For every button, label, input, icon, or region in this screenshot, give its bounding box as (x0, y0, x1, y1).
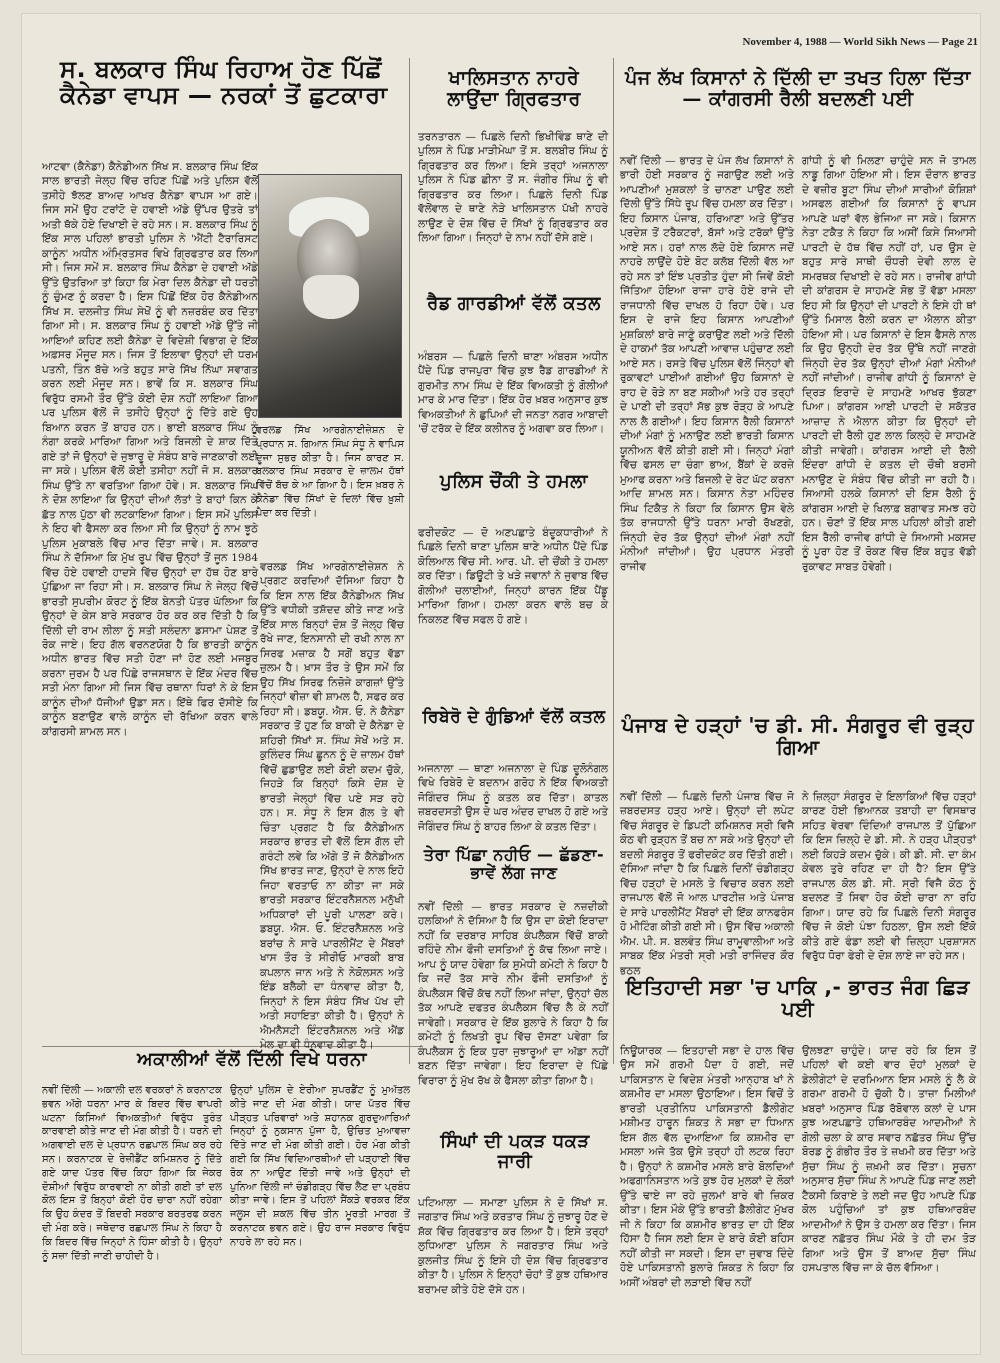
article-un-body-b: ਉਲਝਣਾ ਚਾਹੁੰਦੇ। ਯਾਦ ਰਹੇ ਕਿ ਇਸ ਤੋਂ ਪਹਿਲਾਂ ਵੀ ਕਈ ਵਾਰ ਦੋਹਾਂ ਮੁਲਕਾਂ ਦੇ ਡੇਲੀਗੇਟਾਂ ਦੇ ਦਰਮਿਆਨ ਇਸ ਮਸਲੇ ਨੂੰ ਲੈ ਕੇ ਗਰਮਾ ਗਰਮੀ ਹੋ ਚੁੱਕੀ ਹੈ। ਤਾਜ਼ਾ ਮਿਲੀਆਂ ਖ਼ਬਰਾਂ ਅਨੁਸਾਰ ਪਿੰਡ ਰੱਬੋਵਾਲ ਕਲਾਂ ਦੇ ਪਾਸ ਕੁਝ ਅਣਪਛਾਤੇ ਹਥਿਆਰਬੰਦ ਆਦਮੀਆਂ ਨੇ ਗੋਲੀ ਚਲਾ ਕੇ ਕਾਰ ਸਵਾਰ ਨਛੱਤਰ ਸਿੰਘ ਉੱਚ ਬੋਰਡ ਨੂੰ ਗੰਭੀਰ ਤੌਰ ਤੇ ਜ਼ਖਮੀ ਕਰ ਦਿੱਤਾ ਅਤੇ ਸੁੱਚਾ ਸਿੰਘ ਨੂੰ ਜ਼ਖ਼ਮੀ ਕਰ ਦਿੱਤਾ। ਸੂਚਨਾ ਅਨੁਸਾਰ ਸੁੱਚਾ ਸਿੰਘ ਨੇ ਆਪਣੇ ਪਿੰਡ ਜਾਣ ਲਈ ਟੈਕਸੀ ਕਿਰਾਏ ਤੇ ਲਈ ਜਦ ਉਹ ਆਪਣੇ ਪਿੰਡ ਕੋਲ ਪਹੁੰਚਿਆਂ ਤਾਂ ਕੁਝ ਹਥਿਆਰਬੰਦ ਆਦਮੀਆਂ ਨੇ ਉਸ ਤੇ ਹਮਲਾ ਕਰ ਦਿੱਤਾ। ਜਿਸ ਕਾਰਣ ਨਛੱਤਰ ਸਿੰਘ ਮੌਕੇ ਤੇ ਹੀ ਦਮ ਤੋੜ ਗਿਆ ਅਤੇ ਉਸ ਤੋਂ ਬਾਅਦ ਸੁੱਚਾ ਸਿੰਘ ਹਸਪਤਾਲ ਵਿੱਚ ਜਾ ਕੇ ਚੱਲ ਵੱਸਿਆ। (802, 1045, 976, 1275)
photo-caption: ਵਰਲਡ ਸਿੱਖ ਆਰਗੇਨਾਈਜ਼ੇਸ਼ਨ ਦੇ ਪ੍ਰਧਾਨ ਸ. ਗਿਆਨ ਸਿੰਘ ਸੰਧੂ ਨੇ ਵਾਪਿਸ ਦੂਜਾ ਸੁਭਰ ਕੀਤਾ ਹੈ। ਜਿਸ ਕਾਰਣ ਸ. ਬਲਕਾਰ ਸਿੰਘ ਸਰਕਾਰ ਦੇ ਜ਼ਾਲਮ ਹੱਥਾਂ ਵਿੱਚੋਂ ਬੱਚ ਕੇ ਆ ਗਿਆ ਹੈ। ਇਸ ਖ਼ਬਰ ਨੇ ਕੈਨੇਡਾ ਵਿੱਚ ਸਿੱਖਾਂ ਦੇ ਦਿਲਾਂ ਵਿੱਚ ਖ਼ੁਸ਼ੀ ਪੈਦਾ ਕਰ ਦਿੱਤੀ। (256, 425, 404, 519)
article-un-body-a: ਨਿਊਯਾਰਕ — ਇਤਹਾਦੀ ਸਭਾ ਦੇ ਹਾਲ ਵਿੱਚ ਉਸ ਸਮੇਂ ਗਰਮੀ ਪੈਦਾ ਹੋ ਗਈ, ਜਦੋਂ ਪਾਕਿਸਤਾਨ ਦੇ ਵਿਦੇਸ਼ ਮੰਤਰੀ ਆਨ੍ਹਾਬ ਖਾਂ ਨੇ ਕਸ਼ਮੀਰ ਦਾ ਮਸਲਾ ਉਠਾਇਆ। ਇਸ ਵਿਚੋਂ ਤੇ ਭਾਰਤੀ ਪ੍ਰਤੀਨਿਧ ਪਾਕਿਸਤਾਨੀ ਡੈਲੀਗੇਟ ਮਸ਼ੀਮਤ ਹਾਰੂਨ ਸ਼ਿਕਤ ਨੇ ਸਭਾ ਦਾ ਧਿਆਨ ਇਸ ਗੱਲ ਵੱਲ ਦੁਆਇਆ ਕਿ ਕਸ਼ਮੀਰ ਦਾ ਮਸਲਾ ਅਜੇ ਤੱਕ ਉਸੇ ਤਰ੍ਹਾਂ ਹੀ ਲਟਕ ਰਿਹਾ ਹੈ। ਉਨ੍ਹਾਂ ਨੇ ਕਸ਼ਮੀਰ ਮਸਲੇ ਬਾਰੇ ਬੋਲਦਿਆਂ ਅਫਗਾਨਿਸਤਾਨ ਅਤੇ ਕੁਝ ਹੋਰ ਮੁਲਕਾਂ ਦੇ ਲੋਕਾਂ ਉੱਤੇ ਢਾਏ ਜਾ ਰਹੇ ਜ਼ੁਲਮਾਂ ਬਾਰੇ ਵੀ ਜ਼ਿਕਰ ਕੀਤਾ। ਇਸ ਮੌਕੇ ਉੱਤੇ ਭਾਰਤੀ ਡੈਲੀਗੇਟ ਮੁੱਖਰ ਜੀ ਨੇ ਕਿਹਾ ਕਿ ਕਸ਼ਮੀਰ ਭਾਰਤ ਦਾ ਹੀ ਇੱਕ ਹਿੱਸਾ ਹੈ ਜਿਸ ਲਈ ਇਸ ਦੇ ਬਾਰੇ ਕੋਈ ਬਹਿਸ ਨਹੀਂ ਕੀਤੀ ਜਾ ਸਕਦੀ। ਇਸ ਦਾ ਜੁਵਾਬ ਦਿੰਦੇ ਹੋਏ ਪਾਕਿਸਤਾਨੀ ਬੁਲਾਰੇ ਸ਼ਿਕਤ ਨੇ ਕਿਹਾ ਕਿ ਅਸੀਂ ਅੰਬਰਾਂ ਦੀ ਲੜਾਈ ਵਿੱਚ ਨਹੀਂ (620, 1045, 794, 1289)
article-singhs-body: ਪਟਿਆਲਾ — ਸਮਾਣਾ ਪੁਲਿਸ ਨੇ ਦੋ ਸਿੱਖਾਂ ਸ. ਜਗਤਾਰ ਸਿੰਘ ਅਤੇ ਕਰਤਾਰ ਸਿੰਘ ਨੂੰ ਜੁਝਾਰੂ ਹੋਣ ਦੇ ਸ਼ੱਕ ਵਿੱਚ ਗ੍ਰਿਫਤਾਰ ਕਰ ਲਿਆ ਹੈ। ਇਸੇ ਤਰ੍ਹਾਂ ਲੁਧਿਆਣਾ ਪੁਲਿਸ ਨੇ ਜਗਰਤਾਰ ਸਿੰਘ ਅਤੇ ਕੁਲਜੀਤ ਸਿੰਘ ਨੂੰ ਇਸੇ ਹੀ ਦੋਸ਼ ਵਿੱਚ ਗ੍ਰਿਫਤਾਰ ਕੀਤਾ ਹੈ। ਪੁਲਿਸ ਨੇ ਇਨ੍ਹਾਂ ਚੋਹਾਂ ਤੋਂ ਕੁਝ ਹਥਿਆਰ ਬਰਾਮਦ ਕੀਤੇ ਹੋਏ ਦੱਸੇ ਹਨ। (418, 1197, 608, 1296)
headline-akali-dharna: ਅਕਾਲੀਆਂ ਵੱਲੋਂ ਦਿੱਲੀ ਵਿਖੇ ਧਰਨਾ (137, 1049, 367, 1070)
article-farmers-body-a: ਨਵੀਂ ਦਿੱਲੀ — ਭਾਰਤ ਦੇ ਪੰਜ ਲੱਖ ਕਿਸਾਨਾਂ ਨੇ ਭਾਰੀ ਹੋਈ ਸਰਕਾਰ ਨੂੰ ਜਗਾਉਣ ਲਈ ਅਤੇ ਆਪਣੀਆਂ ਮੁਸ਼ਕਲਾਂ ਤੇ ਚਾਨਣਾ ਪਾਉਣ ਲਈ ਦਿੱਲੀ ਉੱਤੇ ਸਿੱਧੇ ਰੂਪ ਵਿੱਚ ਹਮਲਾ ਕਰ ਦਿੱਤਾ। ਇਹ ਕਿਸਾਨ ਪੰਜਾਬ, ਹਰਿਆਣਾ ਅਤੇ ਉੱਤਰ ਪ੍ਰਦੇਸ਼ ਤੋਂ ਟਰੈਕਟਰਾਂ, ਬੱਸਾਂ ਅਤੇ ਟਰੱਕਾਂ ਉੱਤੇ ਆਏ ਸਨ। ਹਰਾਂ ਨਾਲ ਲੱਦੇ ਹੋਏ ਕਿਸਾਨ ਜਦੋਂ ਨਾਹਰੇ ਲਾਉਂਦੇ ਹੋਏ ਬੋਟ ਕਲੱਬ ਦਿੱਲੀ ਵੱਲ ਆ ਰਹੇ ਸਨ ਤਾਂ ਇੰਝ ਪ੍ਰਤੀਤ ਹੁੰਦਾ ਸੀ ਜਿਵੇਂ ਕੋਈ ਜਿੱਤਿਆ ਹੋਇਆ ਰਾਜਾ ਹਾਰੇ ਹੋਏ ਰਾਜੇ ਦੀ ਰਾਜਧਾਨੀ ਵਿੱਚ ਦਾਖਲ ਹੋ ਰਿਹਾ ਹੋਵੇ। ਪਰ ਇਸ ਦੇ ਰਾਜੇ ਇਹ ਕਿਸਾਨ ਆਪਣੀਆਂ ਮੁਸ਼ਕਿਲਾਂ ਬਾਰੇ ਜਾਣੂੰ ਕਰਾਉਣ ਲਈ ਅਤੇ ਦਿੱਲੀ ਦੇ ਹਾਕਮਾਂ ਤੱਕ ਆਪਣੀ ਆਵਾਜ਼ ਪਹੁੰਚਾਣ ਲਈ ਆਏ ਸਨ। ਰਸਤੇ ਵਿੱਚ ਪੁਲਿਸ ਵੱਲੋਂ ਜਿੰਨ੍ਹਾਂ ਵੀ ਰੁਕਾਵਟਾਂ ਪਾਈਆਂ ਗਈਆਂ ਉਹ ਕਿਸਾਨਾਂ ਦੇ ਰਾਹ ਦੇ ਰੋੜੇ ਨਾ ਬਣ ਸਕੀਆਂ ਅਤੇ ਹਰ ਤਰ੍ਹਾਂ ਦੇ ਪਾਣੀ ਦੀ ਤਰ੍ਹਾਂ ਸੱਭ ਕੁਝ ਰੋੜ੍ਹ ਕੇ ਆਪਣੇ ਨਾਲ ਲੈ ਗਈਆਂ। ਇਹ ਕਿਸਾਨ ਰੈਲੀ ਕਿਸਾਨਾਂ ਦੀਆਂ ਮੰਗਾਂ ਨੂੰ ਮਨਾਉਣ ਲਈ ਭਾਰਤੀ ਕਿਸਾਨ ਯੂਨੀਅਨ ਵੱਲੋਂ ਕੀਤੀ ਗਈ ਸੀ। ਜਿਨ੍ਹਾਂ ਮੰਗਾਂ ਵਿੱਚ ਫਸਲ ਦਾ ਚੰਗਾ ਭਾਅ, ਬੈਂਕਾਂ ਦੇ ਕਰਜ਼ੇ ਮੁਆਫ ਕਰਨਾ ਅਤੇ ਬਿਜਲੀ ਦੇ ਰੇਟ ਘੱਟ ਕਰਨਾ ਆਦਿ ਸ਼ਾਮਲ ਸਨ। ਕਿਸਾਨ ਨੇਤਾ ਮਹਿੰਦਰ ਸਿੰਘ ਟਿਕੈਤ ਨੇ ਕਿਹਾ ਕਿ ਕਿਸਾਨ ਉਸ ਵੇਲੇ ਤੱਕ ਰਾਜਧਾਨੀ ਉੱਤੇ ਧਰਨਾ ਮਾਰੀ ਰੱਖਣਗੇ, ਜਿੰਨ੍ਹੀ ਦੇਰ ਤੱਕ ਉਨ੍ਹਾਂ ਦੀਆਂ ਮੰਗਾਂ ਨਹੀਂ ਮੰਨੀਆਂ ਜਾਂਦੀਆਂ। ਉਹ ਪ੍ਰਧਾਨ ਮੰਤਰੀ ਰਾਜੀਵ (620, 155, 794, 573)
headline-farmers-rally: ਪੰਜ ਲੱਖ ਕਿਸਾਨਾਂ ਨੇ ਦਿੱਲੀ ਦਾ ਤਖਤ ਹਿਲਾ ਦਿੱਤਾ — ਕਾਂਗਰਸੀ ਰੈਲੀ ਬਦਲਣੀ ਪਈ (625, 67, 971, 110)
headline-khalistan-arrest: ਖਾਲਿਸਤਾਨ ਨਾਹਰੇ ਲਾਉਂਦਾ ਗ੍ਰਿਫਤਾਰ (447, 67, 581, 110)
article-floods-body-b: ਨੇ ਜ਼ਿਲ੍ਹਾ ਸੰਗਰੂਰ ਦੇ ਇਲਾਕਿਆਂ ਵਿੱਚ ਹੜ੍ਹਾਂ ਕਾਰਣ ਹੋਈ ਭਿਆਨਕ ਤਬਾਹੀ ਦਾ ਵਿਸਥਾਰ ਸਹਿਤ ਵੇਰਵਾ ਦਿੰਦਿਆਂ ਰਾਜਪਾਲ ਤੋਂ ਪੁੱਛਿਆ ਕਿ ਇਸ ਜ਼ਿਲ੍ਹੇ ਦੇ ਡੀ. ਸੀ. ਨੇ ਹੜ੍ਹ ਪੀੜ੍ਹਤਾਂ ਲਈ ਕਿਹੜੇ ਕਦਮ ਚੁੱਕੇ। ਕੀ ਡੀ. ਸੀ. ਦਾ ਕੰਮ ਕੇਵਲ ਤੁਰੇ ਰਹਿਣ ਦਾ ਹੀ ਹੈ? ਇਸ ਉੱਤੇ ਰਾਜਪਾਲ ਕੋਲ ਡੀ. ਸੀ. ਸ੍ਰੀ ਵਿਜੈ ਕੋਠ ਨੂੰ ਬਦਲਣ ਤੋਂ ਸਿਵਾ ਹੋਰ ਕੋਈ ਚਾਰਾ ਨਾ ਰਹਿ ਗਿਆ। ਯਾਦ ਰਹੇ ਕਿ ਪਿਛਲੇ ਦਿਨੀ ਸੰਗਰੂਰ ਵਿੱਚ ਜੋ ਕੋਈ ਪੰਝਾ ਹਿਠਲਾ, ਉਸ ਲਈ ਇੱਕੋ ਕੀਤੇ ਗਏ ਫੰਡਾ ਲਈ ਵੀ ਜ਼ਿਲ੍ਹਾ ਪ੍ਰਸ਼ਾਸਨ ਵਿਰੁੱਧ ਧੋਰਾ ਫੇਰੀ ਦੇ ਦੋਸ਼ ਲਾਏ ਜਾ ਰਹੇ ਸਨ। (802, 791, 976, 963)
headline-singhs-arrests: ਸਿੰਘਾਂ ਦੀ ਪਕੜ ਧਕੜ ਜਾਰੀ (440, 1131, 590, 1172)
article-tera-pichha-body: ਨਵੀਂ ਦਿੱਲੀ — ਭਾਰਤ ਸਰਕਾਰ ਦੇ ਨਜ਼ਦੀਕੀ ਹਲਕਿਆਂ ਨੇ ਦੱਸਿਆ ਹੈ ਕਿ ਉਸ ਦਾ ਕੋਈ ਇਰਾਦਾ ਨਹੀਂ ਕਿ ਦਰਬਾਰ ਸਾਹਿਬ ਕੰਪਲੈਕਸ ਵਿੱਚੋਂ ਬਾਕੀ ਰਹਿੰਦੇ ਨੀਮ ਫੌਜੀ ਦਸਤਿਆਂ ਨੂੰ ਕੱਢ ਲਿਆ ਜਾਏ। ਆਪ ਨੂੰ ਯਾਦ ਹੋਵੇਗਾ ਕਿ ਸੁਮੇਧੀ ਕਮੇਟੀ ਨੇ ਕਿਹਾ ਹੈ ਕਿ ਜਦੋਂ ਤੱਕ ਸਾਰੇ ਨੀਮ ਫੌਜੀ ਦਸਤਿਆਂ ਨੂੰ ਕੰਪਲੈਕਸ ਵਿੱਚੋਂ ਕੱਢ ਨਹੀਂ ਲਿਆ ਜਾਂਦਾ, ਉਨ੍ਹਾਂ ਚੱਲ ਤੱਕ ਆਪਣੇ ਦਫਤਰ ਕੰਪਲੈਕਸ ਵਿੱਚ ਲੈ ਕੇ ਨਹੀਂ ਜਾਵੇਗੀ। ਸਰਕਾਰ ਦੇ ਇੱਕ ਬੁਲਾਰੇ ਨੇ ਕਿਹਾ ਹੈ ਕਿ ਕਮੇਟੀ ਨੂੰ ਲਿਖਤੀ ਰੂਪ ਵਿੱਚ ਦੱਸਣਾ ਪਵੇਗਾ ਕਿ ਕੰਪਲੈਕਸ ਨੂੰ ਇਕ ਧੁਰਾ ਜੁਝਾਰੂਆਂ ਦਾ ਅੱਡਾ ਨਹੀਂ ਬਣਨ ਦਿੱਤਾ ਜਾਵੇਗਾ। ਇਹ ਇਰਾਦਾ ਦੇ ਪਿੱਛੇ ਵਿਰਾਰਾ ਨੂੰ ਮੁੱਖ ਰੱਖ ਕੇ ਫੈਸਲਾ ਕੀਤਾ ਗਿਆ ਹੈ। (418, 901, 608, 1087)
header-paper: World Sikh News (843, 36, 926, 48)
page-header: November 4, 1988 — World Sikh News — Page 21 (742, 36, 978, 48)
article-akali-body-b: ਉਨ੍ਹਾਂ ਪੁਲਿਸ ਦੇ ਏਰੀਆ ਸੁਪਰਡੈਂਟ ਨੂੰ ਮੁਅੱਤਲ ਕੀਤੇ ਜਾਣ ਦੀ ਮੰਗ ਕੀਤੀ। ਯਾਦ ਪੱਤਰ ਵਿੱਚ ਪੀੜ੍ਹਤ ਪਰਿਵਾਰਾਂ ਅਤੇ ਸ਼ਹਾਨਕ ਗੁਰਦੁਆਰਿਆਂ ਜਿਨ੍ਹਾਂ ਨੂੰ ਨੁਕਸਾਨ ਪੁੱਜਾ ਹੈ, ਉਚਿਤ ਮੁਆਵਜ਼ਾ ਦਿੱਤੇ ਜਾਣ ਦੀ ਮੰਗ ਕੀਤੀ ਗਈ। ਹੋਰ ਮੰਗ ਕੀਤੀ ਗਈ ਕਿ ਸਿੱਖ ਵਿਦਿਆਰਥੀਆਂ ਦੀ ਪੜ੍ਹਾਈ ਵਿੱਚ ਰੋਕ ਨਾ ਆਉਣ ਦਿੱਤੀ ਜਾਵੇ ਅਤੇ ਉਨ੍ਹਾਂ ਦੀ ਪੁਨਿਆ ਦਿੱਲੀ ਜਾਂ ਚੰਡੀਗੜ੍ਹ ਵਿੱਚ ਲੈਣ ਦਾ ਪ੍ਰਬੰਧ ਕੀਤਾ ਜਾਵੇ। ਇਸ ਤੋਂ ਪਹਿਲਾਂ ਸੈਂਕੜੇ ਵਰਕਰ ਇੱਕ ਜਲੂਸ ਦੀ ਸ਼ਕਲ ਵਿੱਚ ਤੀਨ ਮੂਰਤੀ ਮਾਰਗ ਤੋਂ ਕਰਨਾਟਕ ਭਵਨ ਗਏ। ਉਹ ਰਾਜ ਸਰਕਾਰ ਵਿਰੁੱਧ ਨਾਹਰੇ ਲਾ ਰਹੇ ਸਨ। (230, 1085, 410, 1248)
column-rule (613, 58, 614, 1064)
article-ribeiro-body: ਅਜਨਾਲਾ — ਥਾਣਾ ਅਜਨਾਲਾ ਦੇ ਪਿੰਡ ਦੂਲੋਨੰਗਲ ਵਿਖੇ ਰਿਬੇਰੋ ਦੇ ਬਦਨਾਮ ਗਰੋਹ ਨੇ ਇੱਕ ਵਿਅਕਤੀ ਜੋਗਿੰਦਰ ਸਿੰਘ ਨੂੰ ਕਤਲ ਕਰ ਦਿੱਤਾ। ਕਾਤਲ ਜ਼ਬਰਦਸਤੀ ਉਸ ਦੇ ਘਰ ਅੰਦਰ ਦਾਖਲ ਹੋ ਗਏ ਅਤੇ ਜੋਗਿੰਦਰ ਸਿੰਘ ਨੂੰ ਬਾਹਰ ਲਿਆ ਕੇ ਕਤਲ ਦਿੱਤਾ। (418, 763, 608, 833)
article-akali-body-a: ਨਵੀਂ ਦਿੱਲੀ — ਅਕਾਲੀ ਦਲ ਵਰਕਰਾਂ ਨੇ ਕਰਨਾਟਕ ਭਵਨ ਅੱਗੇ ਧਰਨਾ ਮਾਰ ਕੇ ਬਿਦਰ ਵਿੱਚ ਵਾਪਰੀ ਘਟਨਾ ਕਿਸਿਆਂ ਵਿਅਕਤੀਆਂ ਵਿਰੁੱਧ ਤੁਰੰਤ ਕਾਰਵਾਈ ਕੀਤੇ ਜਾਣ ਦੀ ਮੰਗ ਕੀਤੀ ਹੈ। ਧਰਨੇ ਦੀ ਅਗਵਾਈ ਦਲ ਦੇ ਪ੍ਰਧਾਨ ਰਛਪਾਲ ਸਿੰਘ ਕਰ ਰਹੇ ਸਨ। ਕਰਨਾਟਕ ਦੇ ਰੇਜ਼ੀਡੈਂਟ ਕਮਿਸ਼ਨਰ ਨੂੰ ਦਿੱਤੇ ਗਏ ਯਾਦ ਪੱਤਰ ਵਿੱਚ ਕਿਹਾ ਗਿਆ ਕਿ ਜੇਕਰ ਦੋਸ਼ੀਆਂ ਵਿਰੁੱਧ ਕਾਰਵਾਈ ਨਾ ਕੀਤੀ ਗਈ ਤਾਂ ਦਲ ਕੋਲ ਇਸ ਤੋਂ ਬਿਨ੍ਹਾਂ ਕੋਈ ਹੋਰ ਚਾਰਾ ਨਹੀਂ ਰਹੇਗਾ ਕਿ ਉਹ ਕੰਦਰ ਤੋਂ ਬਿਦਰੀ ਸਰਕਾਰ ਬਰਤਰਫ ਕਰਨ ਦੀ ਮੰਗ ਕਰੇ। ਜਥੇਦਾਰ ਰਛਪਾਲ ਸਿੰਘ ਨੇ ਕਿਹਾ ਹੈ ਕਿ ਬਿਦਰ ਵਿੱਚ ਜਿਨ੍ਹਾਂ ਨੇ ਹਿੰਸਾ ਕੀਤੀ ਹੈ। ਉਨ੍ਹਾਂ ਨੂੰ ਸਜ਼ਾ ਦਿੱਤੀ ਜਾਣੀ ਚਾਹੀਦੀ ਹੈ। (42, 1085, 222, 1262)
article-red-guards-body: ਅੰਬਰਸ — ਪਿਛਲੇ ਦਿਨੀ ਥਾਣਾ ਅੰਬਰਸ ਅਧੀਨ ਪੈਂਦੇ ਪਿੰਡ ਰਾਜਪੁਰਾ ਵਿੱਚ ਕੁਝ ਰੈਡ ਗਾਰਡੀਆਂ ਨੇ ਗੁਰਮੀਤ ਨਾਮ ਸਿੰਘ ਦੇ ਇੱਕ ਵਿਅਕਤੀ ਨੂੰ ਗੋਲੀਆਂ ਮਾਰ ਕੇ ਮਾਰ ਦਿੱਤਾ। ਇੱਕ ਹੋਰ ਖ਼ਬਰ ਅਨੁਸਾਰ ਕੁਝ ਵਿਅਕਤੀਆਂ ਨੇ ਛੁਪਿਆਂ ਦੀ ਜਨਤਾ ਨਗਰ ਆਬਾਦੀ 'ਚੋਂ ਟਰੱਕ ਦੇ ਇੱਕ ਕਲੀਨਰ ਨੂੰ ਅਗਵਾ ਕਰ ਲਿਆ। (418, 351, 608, 436)
article-police-post-body: ਫਰੀਦਕੋਟ — ਦੋ ਅਣਪਛਾਤੇ ਬੰਦੂਕਧਾਰੀਆਂ ਨੇ ਪਿਛਲੇ ਦਿਨੀ ਥਾਣਾ ਪੁਲਿਸ ਥਾਣੇ ਅਧੀਨ ਪੈਂਦੇ ਪਿੰਡ ਕੋਲਿਆਲ ਵਿੱਚ ਸੀ. ਆਰ. ਪੀ. ਦੀ ਚੌਂਕੀ ਤੇ ਹਮਲਾ ਕਰ ਦਿੱਤਾ। ਡਿਊਟੀ ਤੇ ਖੜੇ ਜਵਾਨਾਂ ਨੇ ਜੁਵਾਬ ਵਿੱਚ ਗੋਲੀਆਂ ਚਲਾਈਆਂ, ਜਿਨ੍ਹਾਂ ਕਾਰਨ ਇੱਕ ਪੈਂਡੂ ਮਾਰਿਆ ਗਿਆ। ਹਮਲਾ ਕਰਨ ਵਾਲੇ ਬਚ ਕੇ ਨਿਕਲਣ ਵਿੱਚ ਸਫਲ ਹੋ ਗਏ। (418, 527, 608, 626)
headline-un-indo-pak: ਇਤਿਹਾਦੀ ਸਭਾ 'ਚ ਪਾਕਿ ,- ਭਾਰਤ ਜੰਗ ਛਿੜ ਪਈ (626, 975, 970, 1021)
headline-ribeiro-goons: ਰਿਬੇਰੋ ਦੇ ਗੁੰਡਿਆਂ ਵੱਲੋਂ ਕਤਲ (422, 707, 606, 727)
photo-beard (303, 275, 359, 319)
article-wso-body: ਵਰਲਡ ਸਿੱਖ ਆਰਗੇਨਾਈਜ਼ੇਸ਼ਨ ਨੇ ਪ੍ਰਗਟ ਕਰਦਿਆਂ ਦੱਸਿਆ ਕਿਹਾ ਹੈ ਕਿ ਇਸ ਨਾਲ ਇੱਕ ਕੈਨੇਡੀਅਨ ਸਿੱਖ ਉੱਤੇ ਵਧੀਕੀ ਤਸ਼ੱਦਦ ਕੀਤੇ ਜਾਣ ਅਤੇ ਇੱਕ ਸਾਲ ਬਿਨ੍ਹਾਂ ਦੋਸ਼ ਤੋਂ ਜੇਲ੍ਹ ਵਿੱਚ ਰੱਖੇ ਜਾਣ, ਇਨਸਾਨੀ ਦੀ ਰਖੀ ਨਾਲ ਨਾ ਸਿਰਫ ਮਜ਼ਾਕ ਹੈ ਸਗੋਂ ਬਹੁਤ ਵੱਡਾ ਜ਼ੁਲਮ ਹੈ। ਖ਼ਾਸ ਤੌਰ ਤੇ ਉਸ ਸਮੇਂ ਕਿ ਉਹ ਸਿੱਖ ਸਿਰਫ ਨਿਜ਼ੋਜੇ ਕਾਗਜ਼ਾਂ ਉੱਤੇ ਜਿਨ੍ਹਾਂ ਵੀਜ਼ਾ ਵੀ ਸ਼ਾਮਲ ਹੈ, ਸਫਰ ਕਰ ਰਿਹਾ ਸੀ। ਡਬਯੂ. ਐਸ. ਓ. ਨੇ ਕੈਨੇਡਾ ਸਰਕਾਰ ਤੋਂ ਹੁਣ ਕਿ ਬਾਕੀ ਦੇ ਕੈਨੇਡਾ ਦੇ ਸ਼ਹਿਰੀ ਸਿੱਖਾਂ ਸ. ਸਿੰਘ ਸੇਖੋਂ ਅਤੇ ਸ. ਕੁਲਿੰਦਰ ਸਿੰਘ ਛੂਨਨ ਨੂੰ ਦੇ ਜ਼ਾਲਮ ਹੱਥਾਂ ਵਿੱਚੋਂ ਛੁਡਾਉਣ ਲਈ ਕੋਈ ਕਦਮ ਚੁੱਕੇ, ਜਿਹੜੇ ਕਿ ਬਿਨ੍ਹਾਂ ਕਿਸੇ ਦੋਸ਼ ਦੇ ਭਾਰਤੀ ਜੇਲ੍ਹਾਂ ਵਿੱਚ ਪਏ ਸੜ ਰਹੇ ਹਨ। ਸ. ਸੰਧੂ ਨੇ ਇਸ ਗੱਲ ਤੇ ਵੀ ਚਿੰਤਾ ਪ੍ਰਗਟ ਹੈ ਕਿ ਕੈਨੇਡੀਅਨ ਸਰਕਾਰ ਭਾਰਤ ਦੀ ਵੱਲੋਂ ਇਸ ਗੱਲ ਦੀ ਗਰੰਟੀ ਲਵੇ ਕਿ ਅੱਗੇ ਤੋਂ ਜੋ ਕੈਨੇਡੀਅਨ ਸਿੱਖ ਭਾਰਤ ਜਾਣ, ਉਨ੍ਹਾਂ ਦੇ ਨਾਲ ਇਹੋ ਜਿਹਾ ਵਰਤਾਓ ਨਾ ਕੀਤਾ ਜਾ ਸਕੇ ਭਾਰਤੀ ਸਰਕਾਰ ਇੰਟਰਨੈਸ਼ਨਲ ਮਨੁੱਖੀ ਅਧਿਕਾਰਾਂ ਦੀ ਪੂਰੀ ਪਾਲਣਾ ਕਰੇ। ਡਬਯੂ. ਐਸ. ਓ. ਇੰਟਰਨੈਸ਼ਨਲ ਅਤੇ ਬਰਾਂਚ ਨੇ ਸਾਰੇ ਪਾਰਲੀਮੈਂਟ ਦੇ ਮੈਂਬਰਾਂ ਖਾਸ ਤੌਰ ਤੇ ਸੀਰੀਓ ਮਾਰਕੀ ਬਾਬ ਕਪਲਾਨ ਜਾਨ ਅਤੇ ਨੇ ਨੇਕੋਲਸਨ ਅਤੇ ਇੰਡ ਬਲੈਕੀ ਦਾ ਧੰਨਵਾਦ ਕੀਤਾ ਹੈ, ਜਿਨ੍ਹਾਂ ਨੇ ਇਸ ਸੰਬੰਧ ਸਿੱਖ ਪੱਖ ਦੀ ਅਤੀ ਸਹਾਇਤਾ ਕੀਤੀ ਹੈ। ਉਨ੍ਹਾਂ ਨੇ ਐਮਨੈਸਟੀ ਇੰਟਰਨੈਸ਼ਨਲ ਅਤੇ ਐਂਡ ਮੇਲ ਦਾ ਵੀ ਧੰਨਵਾਦ ਕੀਤਾ ਹੈ। (260, 561, 404, 1051)
article-floods-body-a: ਨਵੀਂ ਦਿੱਲੀ — ਪਿਛਲੇ ਦਿਨੀ ਪੰਜਾਬ ਵਿੱਚ ਜੋ ਜ਼ਬਰਦਸਤ ਹੜ੍ਹ ਆਏ। ਉਨ੍ਹਾਂ ਦੀ ਲਪੇਟ ਵਿੱਚ ਸੰਗਰੂਰ ਦੇ ਡਿਪਟੀ ਕਮਿਸ਼ਨਰ ਸ੍ਰੀ ਵਿਜੈ ਕੋਠ ਵੀ ਰੁੜ੍ਹਨ ਤੋਂ ਬਚ ਨਾ ਸਕੇ ਅਤੇ ਉਨ੍ਹਾਂ ਦੀ ਬਦਲੀ ਸੰਗਰੂਰ ਤੋਂ ਫਰੀਦਕੋਟ ਕਰ ਦਿੱਤੀ ਗਈ। ਦੱਸਿਆ ਜਾਂਦਾ ਹੈ ਕਿ ਪਿਛਲੇ ਦਿਨੀਂ ਚੰਡੀਗੜ੍ਹ ਵਿੱਚ ਹੜ੍ਹਾਂ ਦੇ ਮਸਲੇ ਤੇ ਵਿਚਾਰ ਕਰਨ ਲਈ ਰਾਜਪਾਲ ਵੱਲੋਂ ਜੋ ਆਲ ਪਾਰਟੀਜ਼ ਅਤੇ ਪੰਜਾਬ ਦੇ ਸਾਰੇ ਪਾਰਲੀਮੈਂਟ ਮੈਂਬਰਾਂ ਦੀ ਇੱਕ ਕਾਨਫਰੰਸ ਹੋ ਮੀਟਿੰਗ ਕੀਤੀ ਗਈ ਸੀ। ਉਸ ਵਿੱਚ ਅਕਾਲੀ ਐਮ. ਪੀ. ਸ. ਬਲਵੰਤ ਸਿੰਘ ਰਾਮੂਵਾਲੀਆ ਅਤੇ ਸਾਬਕ ਇੱਕ ਮੰਤਰੀ ਸ੍ਰੀ ਮਤੀ ਰਾਜਿੰਦਰ ਕੌਰ ਭਠਲ (620, 791, 794, 977)
header-date: November 4, 1988 (742, 36, 827, 48)
headline-punjab-floods: ਪੰਜਾਬ ਦੇ ਹੜ੍ਹਾਂ 'ਚ ਡੀ. ਸੀ. ਸੰਗਰੂਰ ਵੀ ਰੁੜ੍ਹ ਗਿਆ (621, 713, 975, 759)
headline-police-post: ਪੁਲਿਸ ਚੌਂਕੀ ਤੇ ਹਮਲਾ (440, 471, 588, 492)
article-khalistan-body: ਤਰਨਤਾਰਨ — ਪਿਛਲੇ ਦਿਨੀ ਭਿਖੀਵਿੰਡ ਥਾਣੇ ਦੀ ਪੁਲਿਸ ਨੇ ਪਿੰਡ ਮਾੜੀਮੇਘਾ ਤੋਂ ਸ. ਬਲਬੀਰ ਸਿੰਘ ਨੂੰ ਗ੍ਰਿਫਤਾਰ ਕਰ ਲਿਆ। ਇਸੇ ਤਰ੍ਹਾਂ ਅਜਨਾਲਾ ਪੁਲਿਸ ਨੇ ਪਿੰਡ ਛੀਨਾ ਤੋਂ ਸ. ਜੰਗੀਰ ਸਿੰਘ ਨੂੰ ਵੀ ਗ੍ਰਿਫਤਾਰ ਕਰ ਲਿਆ। ਪਿਛਲੇ ਦਿਨੀ ਪਿੰਡ ਵੱਲੋਂਵਾਲ ਦੇ ਥਾਣੇ ਨੇੜੇ ਖਾਲਿਸਤਾਨ ਪੱਖੀ ਨਾਹਰੇ ਲਾਉਣ ਦੇ ਦੋਸ਼ ਵਿੱਚ ਦੋ ਸਿੱਖਾਂ ਨੂੰ ਗ੍ਰਿਫਤਾਰ ਕਰ ਲਿਆ ਗਿਆ। ਜਿਨ੍ਹਾਂ ਦੇ ਨਾਮ ਨਹੀਂ ਦੱਸੇ ਗਏ। (418, 131, 608, 245)
headline-balkar-singh: ਸ. ਬਲਕਾਰ ਸਿੰਘ ਰਿਹਾਅ ਹੋਣ ਪਿੱਛੋਂ ਕੈਨੇਡਾ ਵਾਪਸ — ਨਰਕਾਂ ਤੋਂ ਛੁਟਕਾਰਾ (60, 55, 388, 110)
article-balkar-singh-body: ਆਟਵਾ (ਕੈਨੇਡਾ) ਕੈਨੇਡੀਅਨ ਸਿੱਖ ਸ. ਬਲਕਾਰ ਸਿੰਘ ਇੱਕ ਸਾਲ ਭਾਰਤੀ ਜੇਲ੍ਹ ਵਿੱਚ ਰਹਿਣ ਪਿੱਛੋਂ ਅਤੇ ਪੁਲਿਸ ਵੱਲੋਂ ਤਸੀਹੇ ਝੱਲਣ ਬਾਅਦ ਆਖਰ ਕੈਨੇਡਾ ਵਾਪਸ ਆ ਗਏ। ਜਿਸ ਸਮੇਂ ਉਹ ਟਰਾਂਟੋ ਦੇ ਹਵਾਈ ਅੱਡੇ ਉੱਪਰ ਉਤਰੇ ਤਾਂ ਅਤੀ ਥੱਕੇ ਹੋਏ ਦਿਖਾਈ ਦੇ ਰਹੇ ਸਨ। ਸ. ਬਲਕਾਰ ਸਿੰਘ ਨੂੰ ਇੱਕ ਸਾਲ ਪਹਿਲਾਂ ਭਾਰਤੀ ਪੁਲਿਸ ਨੇ 'ਐਂਟੀ ਟੈਰਾਰਿਸਟ ਕਾਨੂੰਨ' ਅਧੀਨ ਅੰਮ੍ਰਿਤਸਰ ਵਿਖੇ ਗ੍ਰਿਫਤਾਰ ਕਰ ਲਿਆ ਸੀ। ਜਿਸ ਸਮੇਂ ਸ. ਬਲਕਾਰ ਸਿੰਘ ਕੈਨੇਡਾ ਦੇ ਹਵਾਈ ਅੱਡੇ ਉੱਤੇ ਉਤਰਿਆ ਤਾਂ ਕਿਹਾ ਕਿ ਮੇਰਾ ਦਿਲ ਕੈਨੇਡਾ ਦੀ ਧਰਤੀ ਨੂੰ ਚੁੰਮਣ ਨੂੰ ਕਰਦਾ ਹੈ। ਇਸ ਪਿੱਛੋਂ ਇੱਕ ਹੋਰ ਕੈਨੇਡੀਅਨ ਸਿੱਖ ਸ. ਦਲਜੀਤ ਸਿੰਘ ਸੇਖੋਂ ਨੂੰ ਵੀ ਨਜ਼ਰਬੰਦ ਕਰ ਦਿੱਤਾ ਗਿਆ ਸੀ। ਸ. ਬਲਕਾਰ ਸਿੰਘ ਨੂੰ ਹਵਾਈ ਅੱਡੇ ਉੱਤੇ ਜੀ ਆਇਆਂ ਕਹਿਣ ਲਈ ਕੈਨੇਡਾ ਦੇ ਵਿਦੇਸ਼ੀ ਵਿਭਾਗ ਦੇ ਇੱਕ ਅਫ਼ਸਰ ਮੌਜੂਦ ਸਨ। ਜਿਸ ਤੋਂ ਇਲਾਵਾ ਉਨ੍ਹਾਂ ਦੀ ਧਰਮ ਪਤਨੀ, ਤਿੰਨ ਬੱਚੇ ਅਤੇ ਬਹੁਤ ਸਾਰੇ ਸਿੱਖ ਨਿੱਘਾ ਸਵਾਗਤ ਕਰਨ ਲਈ ਮੌਜੂਦ ਸਨ। ਭਾਵੇਂ ਕਿ ਸ. ਬਲਕਾਰ ਸਿੰਘ ਵਿਰੁੱਧ ਰਸਮੀ ਤੌਰ ਉੱਤੇ ਕੋਈ ਦੋਸ਼ ਨਹੀਂ ਲਾਇਆ ਗਿਆ ਪਰ ਪੁਲਿਸ ਵੱਲੋਂ ਜੋ ਤਸੀਹੇ ਉਨ੍ਹਾਂ ਨੂੰ ਦਿੱਤੇ ਗਏ ਉਹ ਬਿਆਨ ਕਰਨ ਤੋਂ ਬਾਹਰ ਹਨ। ਭਾਈ ਬਲਕਾਰ ਸਿੰਘ ਨੂੰ ਨੰਗਾ ਕਰਕੇ ਮਾਰਿਆ ਗਿਆ ਅਤੇ ਬਿਜਲੀ ਦੇ ਸ਼ਾਕ ਦਿੱਤੇ ਗਏ ਤਾਂ ਜੋ ਉਨ੍ਹਾਂ ਦੇ ਜੁਝਾਰੂ ਦੇ ਸੰਬੰਧ ਬਾਰੇ ਜਾਣਕਾਰੀ ਲਈ ਜਾ ਸਕੇ। ਪੁਲਿਸ ਵੱਲੋਂ ਕੋਈ ਤਸੀਹਾ ਨਹੀਂ ਜੋ ਸ. ਬਲਕਾਰ ਸਿੰਘ ਉੱਤੇ ਨਾ ਵਰਤਿਆ ਗਿਆ ਹੋਵੇ। ਸ. ਬਲਕਾਰ ਸਿੰਘ ਨੇ ਦੋਸ਼ ਲਾਇਆ ਕਿ ਉਨ੍ਹਾਂ ਦੀਆਂ ਲੱਤਾਂ ਤੇ ਬਾਹਾਂ ਕਿਨ ਕੇ ਛੱਤ ਨਾਲ ਪੁੱਠਾ ਵੀ ਲਟਕਾਇਆ ਗਿਆ। ਇਸ ਸਮੇਂ ਪੁਲਿਸ ਨੇ ਇਹ ਵੀ ਫੈਸਲਾ ਕਰ ਲਿਆ ਸੀ ਕਿ ਉਨ੍ਹਾਂ ਨੂੰ ਨਾਮ ਝੂਠੇ ਪੁਲਿਸ ਮੁਕਾਬਲੇ ਵਿੱਚ ਮਾਰ ਦਿੱਤਾ ਜਾਵੇ। ਸ. ਬਲਕਾਰ ਸਿੰਘ ਨੇ ਦੱਸਿਆ ਕਿ ਮੁੱਖ ਰੂਪ ਵਿੱਚ ਉਨ੍ਹਾਂ ਤੋਂ ਜੂਨ 1984 ਵਿੱਚ ਹੋਏ ਹਵਾਈ ਹਾਦਸੇ ਵਿੱਚ ਉਨ੍ਹਾਂ ਦਾ ਹੱਥ ਹੋਣ ਬਾਰੇ ਪੁੱਛਿਆ ਜਾ ਰਿਹਾ ਸੀ। ਸ. ਬਲਕਾਰ ਸਿੰਘ ਨੇ ਜੇਲ੍ਹ ਵਿੱਚੋਂ ਭਾਰਤੀ ਸੁਪਰੀਮ ਕੋਰਟ ਨੂੰ ਇੱਕ ਬੇਨਤੀ ਪੱਤਰ ਘੱਲਿਆ ਕਿ ਉਨ੍ਹਾਂ ਦੇ ਕੇਸ ਬਾਰੇ ਸਰਕਾਰ ਹੋਰ ਕਰ ਕਰ ਦਿੱਤੀ ਹੈ ਕਿ ਦਿੱਲੀ ਦੀ ਰਾਮ ਲੀਲਾ ਨੂੰ ਸਤੀ ਸਲੰਦਨਾ ਡਸਾਮਾ ਪੇਸ਼ਣ ਤੋਂ ਰੋਕ ਜਾਏ। ਇਹ ਗੱਲ ਵਰਨਣਯੋਗ ਹੈ ਕਿ ਭਾਰਤੀ ਕਾਨੂੰਨ ਅਧੀਨ ਭਾਰਤ ਵਿੱਚ ਸਤੀ ਹੋਣਾ ਜਾਂ ਹੋਣ ਲਈ ਮਜਬੂਰ ਕਰਨਾ ਜੁਰਮ ਹੈ ਪਰ ਪਿੱਛੇ ਰਾਜਸਥਾਨ ਦੇ ਇੱਕ ਮੰਦਰ ਵਿੱਚ ਸਤੀ ਮੰਨਾ ਗਿਆ ਸੀ ਜਿਸ ਵਿੱਚ ਰਥਾਨਾ ਧਿਰਾਂ ਨੇ ਕੇ ਇਸ ਕਾਨੂੰਨ ਦੀਆਂ ਧੱਜੀਆਂ ਉਡਾ ਸਨ। ਇੱਥੇ ਫਿਰ ਦੱਸੀਏ ਕਿ ਕਾਨੂੰਨ ਬਣਾਉਣ ਵਾਲੇ ਕਾਨੂੰਨ ਦੀ ਰੱਖਿਆ ਕਰਨ ਵਾਲੇ ਕਾਂਗਰਸੀ ਸ਼ਾਮਲ ਸਨ। (42, 161, 258, 738)
headline-red-guards: ਰੈਡ ਗਾਰਡੀਆਂ ਵੱਲੋਂ ਕਤਲ (427, 293, 601, 314)
portrait-photo (258, 174, 402, 418)
header-page-number: Page 21 (941, 36, 978, 48)
article-farmers-body-b: ਗਾਂਧੀ ਨੂੰ ਵੀ ਮਿਲਣਾ ਚਾਹੁੰਦੇ ਸਨ ਜੋ ਤਾਮਲ ਨਾਡੂ ਗਿਆ ਹੋਇਆ ਸੀ। ਇਸ ਦੌਰਾਨ ਭਾਰਤ ਦੇ ਵਜ਼ੀਰ ਬੂਟਾ ਸਿੰਘ ਦੀਆਂ ਸਾਰੀਆਂ ਕੋਸ਼ਿਸ਼ਾਂ ਅਸਫਲ ਗਈਆਂ ਕਿ ਕਿਸਾਨਾਂ ਨੂੰ ਵਾਪਸ ਆਪਣੇ ਘਰਾਂ ਵੱਲ ਭੇਜਿਆ ਜਾ ਸਕੇ। ਕਿਸਾਨ ਨੇਤਾ ਟਕੈਤ ਨੇ ਕਿਹਾ ਕਿ ਅਸੀਂ ਕਿਸੇ ਸਿਆਸੀ ਪਾਰਟੀ ਦੇ ਹੱਥ ਵਿੱਚ ਨਹੀਂ ਹਾਂ, ਪਰ ਉਸ ਦੇ ਬਹੁਤ ਸਾਰੇ ਸਾਥੀ ਚੌਧਰੀ ਦੇਵੀ ਲਾਲ ਦੇ ਸਮਰਥਕ ਦਿਖਾਈ ਦੇ ਰਹੇ ਸਨ। ਰਾਜੀਵ ਗਾਂਧੀ ਦੀ ਕਾਂਗਰਸ ਦੇ ਸਾਹਮਣੇ ਸੋਭ ਤੋਂ ਵੱਡਾ ਮਸਲਾ ਇਹ ਸੀ ਕਿ ਉਨ੍ਹਾਂ ਦੀ ਪਾਰਟੀ ਨੇ ਇਸੇ ਹੀ ਥਾਂ ਉੱਤੇ ਮਿਸਾਲ ਰੈਲੀ ਕਰਨ ਦਾ ਐਲਾਨ ਕੀਤਾ ਹੋਇਆ ਸੀ। ਪਰ ਕਿਸਾਨਾਂ ਦੇ ਇਸ ਫੈਸਲੇ ਨਾਲ ਕਿ ਉਹ ਉਨ੍ਹੀ ਦੇਰ ਤੱਕ ਉੱਥੇ ਨਹੀਂ ਜਾਣਗੇ ਜਿੰਨ੍ਹੀ ਦੇਰ ਤੱਕ ਉਨ੍ਹਾਂ ਦੀਆਂ ਮੰਗਾਂ ਮੰਨੀਆਂ ਨਹੀਂ ਜਾਂਦੀਆਂ। ਰਾਜੀਵ ਗਾਂਧੀ ਨੂੰ ਕਿਸਾਨਾਂ ਦੇ ਦ੍ਰਿੜ ਇਰਾਦੇ ਦੇ ਸਾਹਮਣੇ ਆਖਰ ਝੁੱਕਣਾ ਪਿਆ। ਕਾਂਗਰਸ ਆਈ ਪਾਰਟੀ ਦੇ ਸਕੱਤਰ ਆਜ਼ਾਦ ਨੇ ਐਲਾਨ ਕੀਤਾ ਕਿ ਉਨ੍ਹਾਂ ਦੀ ਪਾਰਟੀ ਦੀ ਰੈਲੀ ਹੁਣ ਲਾਲ ਕਿਲ੍ਹੇ ਦੇ ਸਾਹਮਣੇ ਕੀਤੀ ਜਾਵੇਗੀ। ਕਾਂਗਰਸ ਆਈ ਦੀ ਰੈਲੀ ਇੰਦਰਾ ਗਾਂਧੀ ਦੇ ਕਤਲ ਦੀ ਚੌਥੀ ਬਰਸੀ ਮਨਾਉਣ ਦੇ ਸੰਬੰਧ ਵਿੱਚ ਕੀਤੀ ਜਾ ਰਹੀ ਹੈ। ਸਿਆਸੀ ਹਲਕੇ ਕਿਸਾਨਾਂ ਦੀ ਇਸ ਰੈਲੀ ਨੂੰ ਕਾਂਗਰਸ ਆਈ ਦੇ ਖਿਲਾਫ਼ ਬਗਾਵਤ ਸਮਝ ਰਹੇ ਹਨ। ਚੋਣਾਂ ਤੋਂ ਇੱਕ ਸਾਲ ਪਹਿਲਾਂ ਕੀਤੀ ਗਈ ਇਸ ਰੈਲੀ ਰਾਜੀਵ ਗਾਂਧੀ ਦੇ ਸਿਆਸੀ ਮਕਸਦ ਨੂੰ ਪੂਰਾ ਹੋਣ ਤੋਂ ਰੋਕਣ ਵਿੱਚ ਇੱਕ ਬਹੁਤ ਵੱਡੀ ਰੁਕਾਵਟ ਸਾਬਤ ਹੋਵੇਗੀ। (802, 155, 976, 573)
column-rule (409, 58, 410, 1064)
headline-tera-pichha: ਤੇਰਾ ਪਿੱਛਾ ਨਹੀਓ — ਛੱਡਣਾ-ਭਾਵੇਂ ਲੱਗ ਜਾਣ (423, 845, 605, 882)
newspaper-page (22, 14, 980, 1354)
